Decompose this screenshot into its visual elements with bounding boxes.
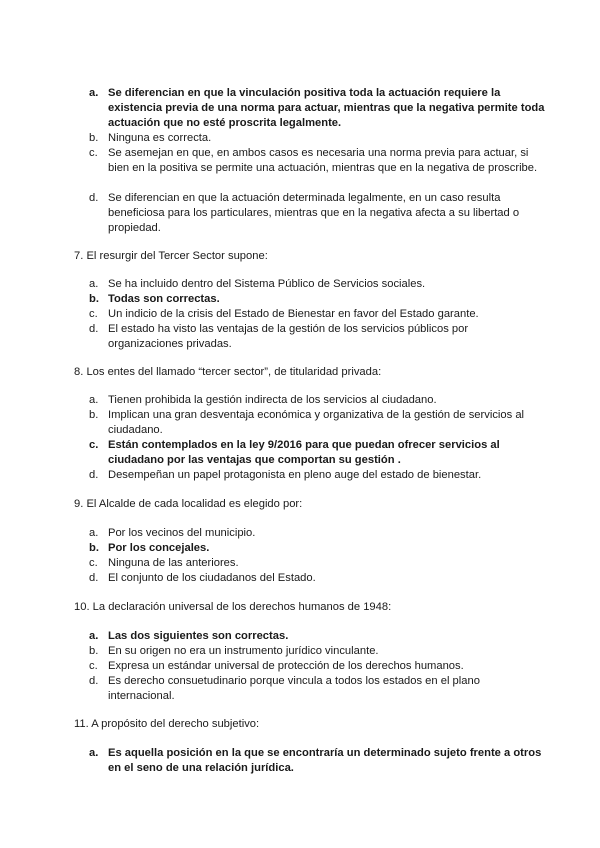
option-letter: c. <box>89 308 98 320</box>
question-text: 9. El Alcalde de cada localidad es elegido por: <box>74 498 303 510</box>
question-text: 8. Los entes del llamado “tercer sector”, de titularidad privada: <box>74 366 382 378</box>
option-letter: c. <box>89 660 98 672</box>
option-letter: a. <box>89 747 99 759</box>
option-letter: a. <box>89 87 99 99</box>
option-text: Expresa un estándar universal de protección de los derechos humanos. <box>108 660 464 672</box>
option-letter: c. <box>89 147 98 159</box>
option-letter: a. <box>89 278 99 290</box>
option-text: Tienen prohibida la gestión indirecta de los servicios al ciudadano. <box>108 394 437 406</box>
option-letter: b. <box>89 132 99 144</box>
option-letter: a. <box>89 630 99 642</box>
option-letter: d. <box>89 192 99 204</box>
option-text: Están contemplados en la ley 9/2016 para que puedan ofrecer servicios al ciudadano por las ventajas que comportan su gestión . <box>108 439 500 466</box>
option-text: Se diferencian en que la vinculación positiva toda la actuación requiere la existencia previa de una norma para actuar, mientras que la negativa permite toda actuación que no esté proscrita legalmente. <box>108 87 545 129</box>
option-text: Ninguna es correcta. <box>108 132 212 144</box>
option-letter: c. <box>89 439 99 451</box>
option-letter: d. <box>89 675 99 687</box>
option-text: El conjunto de los ciudadanos del Estado. <box>108 572 316 584</box>
option-letter: d. <box>89 572 99 584</box>
option-text: Por los vecinos del municipio. <box>108 527 256 539</box>
option-text: Un indicio de la crisis del Estado de Bienestar en favor del Estado garante. <box>108 308 479 320</box>
option-text: Es aquella posición en la que se encontraría un determinado sujeto frente a otros en el seno de una relación jurídica. <box>108 747 542 774</box>
option-letter: b. <box>89 409 99 421</box>
option-text: Las dos siguientes son correctas. <box>108 630 289 642</box>
option-text: Se diferencian en que la actuación determinada legalmente, en un caso resulta beneficiosa para los particulares, mientras que en la negativa afecta a su libertad o propiedad. <box>108 192 520 234</box>
option-text: Todas son correctas. <box>108 293 220 305</box>
option-text: Implican una gran desventaja económica y organizativa de la gestión de servicios al ciudadano. <box>108 409 525 436</box>
option-letter: b. <box>89 645 99 657</box>
option-text: Desempeñan un papel protagonista en pleno auge del estado de bienestar. <box>108 469 482 481</box>
option-letter: b. <box>89 542 99 554</box>
option-letter: d. <box>89 469 99 481</box>
option-text: Es derecho consuetudinario porque vincula a todos los estados en el plano internacional. <box>108 675 480 702</box>
option-letter: a. <box>89 394 99 406</box>
question-text: 11. A propósito del derecho subjetivo: <box>74 718 260 730</box>
option-text: Por los concejales. <box>108 542 210 554</box>
option-text: Se ha incluido dentro del Sistema Público de Servicios sociales. <box>108 278 426 290</box>
option-letter: c. <box>89 557 98 569</box>
option-text: Ninguna de las anteriores. <box>108 557 239 569</box>
option-text: Se asemejan en que, en ambos casos es necesaria una norma previa para actuar, si bien en la positiva se permite una actuación, mientras que en la negativa de proscribe. <box>108 147 538 174</box>
option-letter: b. <box>89 293 99 305</box>
option-letter: a. <box>89 527 99 539</box>
question-text: 7. El resurgir del Tercer Sector supone: <box>74 250 268 262</box>
option-letter: d. <box>89 323 99 335</box>
option-text: El estado ha visto las ventajas de la gestión de los servicios públicos por organizaciones privadas. <box>108 323 469 350</box>
question-text: 10. La declaración universal de los derechos humanos de 1948: <box>74 601 392 613</box>
option-text: En su origen no era un instrumento jurídico vinculante. <box>108 645 379 657</box>
